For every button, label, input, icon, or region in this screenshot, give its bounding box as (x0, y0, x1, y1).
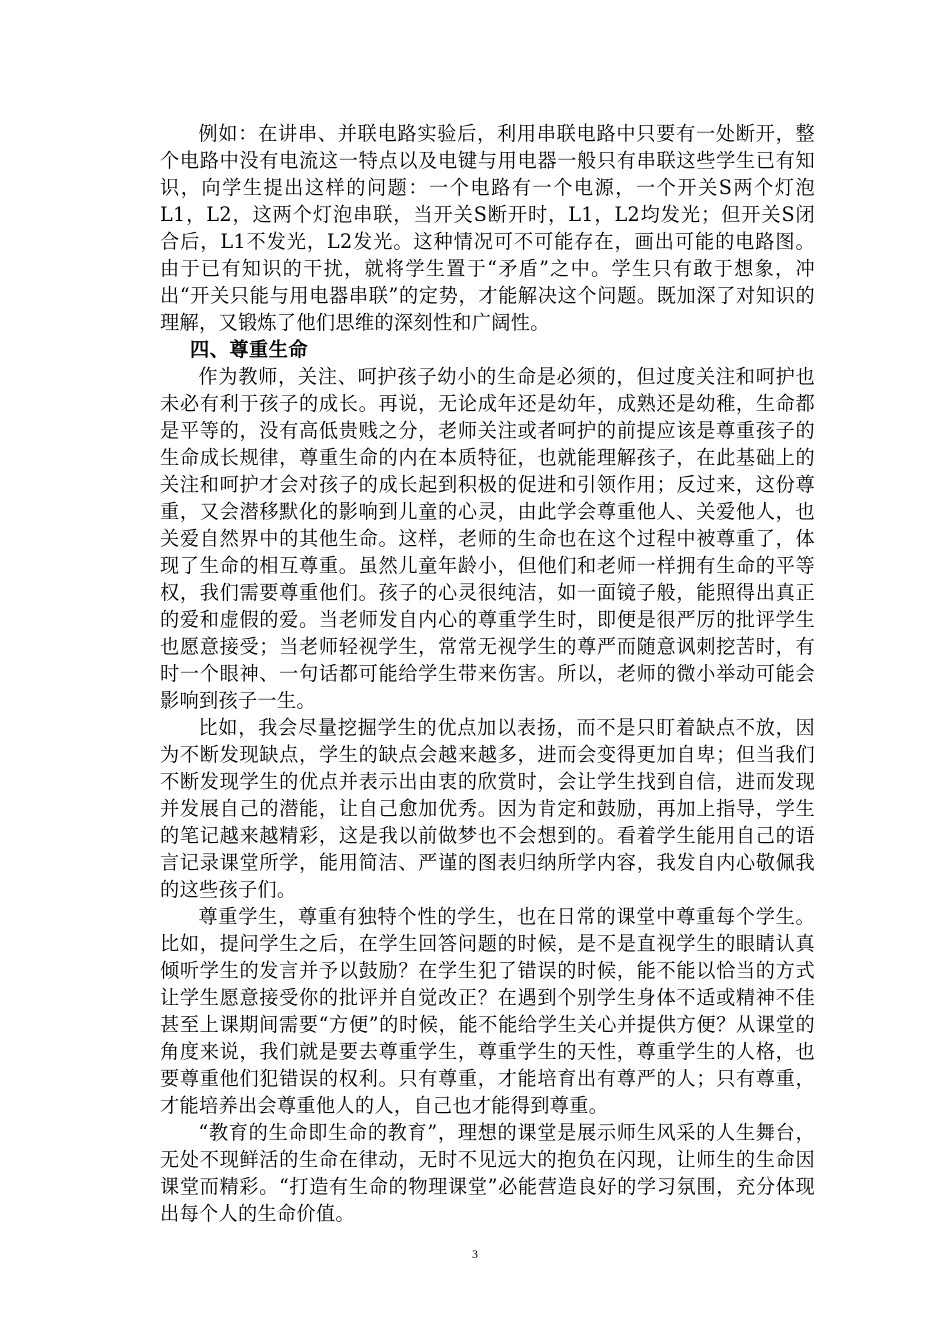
paragraph-respect-life: 作为教师，关注、呵护孩子幼小的生命是必须的，但过度关注和呵护也未必有利于孩子的成长。再说，无论成年还是幼年，成熟还是幼稚，生命都是平等的，没有高低贵贱之分，老师关注或者呵护的前提应该是尊重孩子的生命成长规律，尊重生命的内在本质特征，也就能理解孩子，在此基础上的关注和呵护才会对孩子的成长起到积极的促进和引领作用；反过来，这份尊重，又会潜移默化的影响到儿童的心灵，由此学会尊重他人、关爱他人，也关爱自然界中的其他生命。这样，老师的生命也在这个过程中被尊重了，体现了生命的相互尊重。虽然儿童年龄小，但他们和老师一样拥有生命的平等权，我们需要尊重他们。孩子的心灵很纯洁，如一面镜子般，能照得出真正的爱和虚假的爱。当老师发自内心的尊重学生时，即便是很严厉的批评学生也愿意接受；当老师轻视学生，常常无视学生的尊严而随意讽刺挖苦时，有时一个眼神、一句话都可能给学生带来伤害。所以，老师的微小举动可能会影响到孩子一生。 (160, 365, 815, 712)
paragraph-praise-example: 比如，我会尽量挖掘学生的优点加以表扬，而不是只盯着缺点不放，因为不断发现缺点，学生的缺点会越来越多，进而会变得更加自卑；但当我们不断发现学生的优点并表示出由衷的欣赏时，会让学生找到自信，进而发现并发展自己的潜能，让自己愈加优秀。因为肯定和鼓励，再加上指导，学生的笔记越来越精彩，这是我以前做梦也不会想到的。看着学生能用自己的语言记录课堂所学，能用简洁、严谨的图表归纳所学内容，我发自内心敬佩我的这些孩子们。 (160, 716, 815, 901)
section-heading: 四、尊重生命 (190, 338, 309, 361)
paragraph-conclusion: “教育的生命即生命的教育”，理想的课堂是展示师生风采的人生舞台，无处不现鲜活的生命在律动，无时不见远大的抱负在闪现，让师生的生命因课堂而精彩。“打造有生命的物理课堂”必能营造良好的学习氛围，充分体现出每个人的生命价值。 (160, 1121, 815, 1225)
document-page (160, 120, 815, 1227)
page-number: 3 (472, 1247, 478, 1261)
paragraph-circuit-example: 例如：在讲串、并联电路实验后，利用串联电路中只要有一处断开，整个电路中没有电流这一特点以及电键与用电器一般只有串联这些学生已有知识，向学生提出这样的问题：一个电路有一个电源，一个开关S两个灯泡L1，L2，这两个灯泡串联，当开关S断开时，L1，L2均发光；但开关S闭合后，L1不发光，L2发光。这种情况可不可能存在，画出可能的电路图。由于已有知识的干扰，就将学生置于“矛盾”之中。学生只有敢于想象，冲出“开关只能与用电器串联”的定势，才能解决这个问题。既加深了对知识的理解，又锻炼了他们思维的深刻性和广阔性。 (160, 122, 815, 334)
paragraph-respect-students: 尊重学生，尊重有独特个性的学生，也在日常的课堂中尊重每个学生。比如，提问学生之后，在学生回答问题的时候，是不是直视学生的眼睛认真倾听学生的发言并予以鼓励？在学生犯了错误的时候，能不能以恰当的方式让学生愿意接受你的批评并自觉改正？在遇到个别学生身体不适或精神不佳甚至上课期间需要“方便”的时候，能不能给学生关心并提供方便？从课堂的角度来说，我们就是要去尊重学生，尊重学生的天性，尊重学生的人格，也要尊重他们犯错误的权利。只有尊重，才能培育出有尊严的人；只有尊重，才能培养出会尊重他人的人，自己也才能得到尊重。 (160, 905, 815, 1117)
